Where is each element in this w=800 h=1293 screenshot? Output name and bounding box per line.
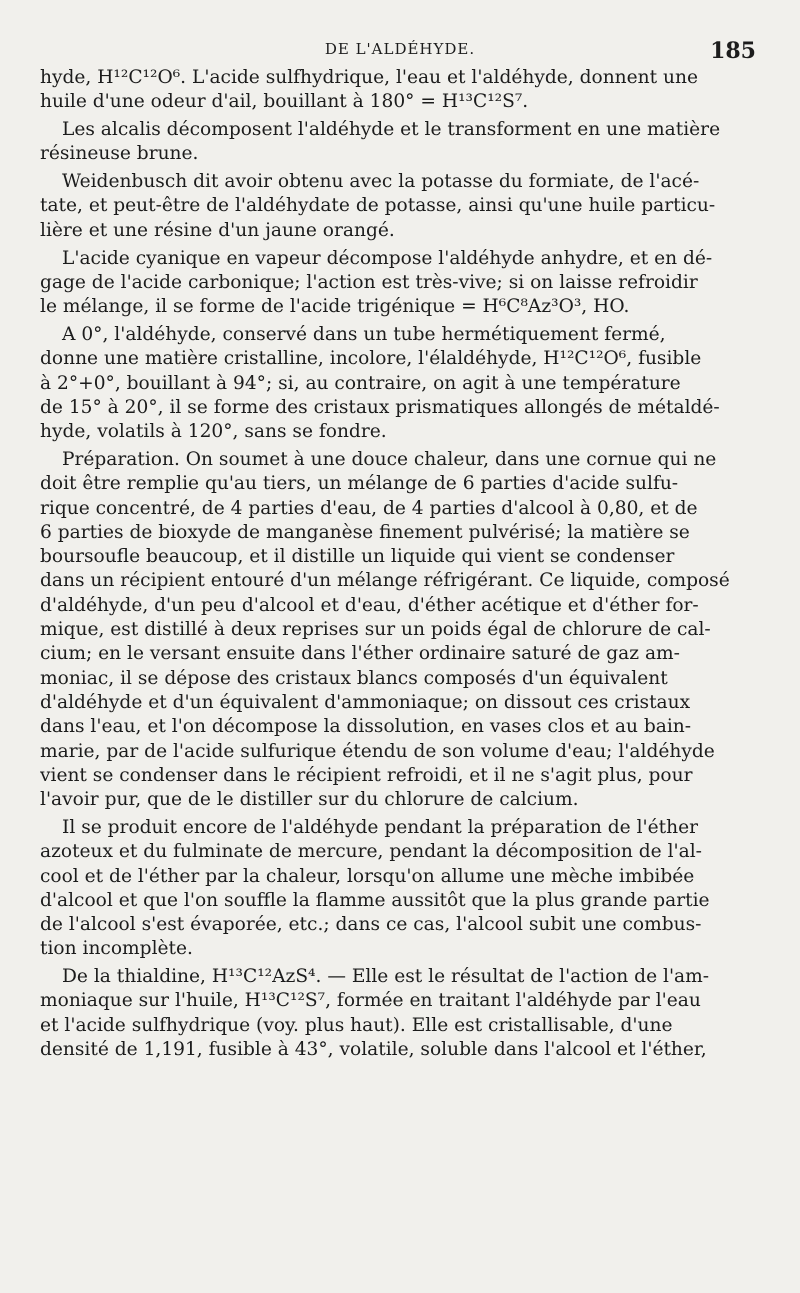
body-text bbox=[40, 66, 760, 1062]
text-line: A 0°, l'aldéhyde, conservé dans un tube hermétiquement fermé, bbox=[62, 323, 666, 345]
text-line: d'aldéhyde et d'un équivalent d'ammoniaque; on dissout ces cristaux bbox=[40, 691, 691, 713]
text-line: Préparation. On soumet à une douce chaleur, dans une cornue qui ne bbox=[62, 448, 717, 470]
text-line: boursoufle beaucoup, et il distille un liquide qui vient se condenser bbox=[40, 546, 675, 568]
text-line: tion incomplète. bbox=[40, 938, 193, 960]
text-line: mique, est distillé à deux reprises sur un poids égal de chlorure de cal- bbox=[40, 619, 711, 641]
text-line: moniaque sur l'huile, H¹³C¹²S⁷, formée en traitant l'aldéhyde par l'eau bbox=[40, 990, 701, 1012]
text-line: marie, par de l'acide sulfurique étendu de son volume d'eau; l'aldéhyde bbox=[40, 740, 715, 762]
text-line: azoteux et du fulminate de mercure, pendant la décomposition de l'al- bbox=[40, 841, 702, 863]
text-line: L'acide cyanique en vapeur décompose l'aldéhyde anhydre, et en dé- bbox=[62, 247, 713, 269]
text-line: d'alcool et que l'on souffle la flamme aussitôt que la plus grande partie bbox=[40, 889, 710, 911]
text-line: l'avoir pur, que de le distiller sur du chlorure de calcium. bbox=[40, 789, 579, 811]
text-line: cium; en le versant ensuite dans l'éther ordinaire saturé de gaz am- bbox=[40, 643, 680, 665]
text-line: Il se produit encore de l'aldéhyde pendant la préparation de l'éther bbox=[62, 816, 698, 838]
text-line: doit être remplie qu'au tiers, un mélange de 6 parties d'acide sulfu- bbox=[40, 473, 679, 495]
text-line: et l'acide sulfhydrique (voy. plus haut). Elle est cristallisable, d'une bbox=[40, 1014, 673, 1036]
text-line: De la thialdine, H¹³C¹²AzS⁴. — Elle est le résultat de l'action de l'am- bbox=[62, 966, 710, 988]
text-line: vient se condenser dans le récipient refroidi, et il ne s'agit plus, pour bbox=[40, 764, 693, 786]
text-line: à 2°+0°, bouillant à 94°; si, au contraire, on agit à une température bbox=[40, 372, 681, 394]
text-line: 6 parties de bioxyde de manganèse finement pulvérisé; la matière se bbox=[40, 521, 690, 543]
text-line: résineuse brune. bbox=[40, 143, 199, 165]
page-number: 185 bbox=[710, 38, 756, 64]
text-line: de 15° à 20°, il se forme des cristaux prismatiques allongés de métaldé- bbox=[40, 396, 720, 418]
text-line: cool et de l'éther par la chaleur, lorsqu'on allume une mèche imbibée bbox=[40, 865, 695, 887]
text-line: donne une matière cristalline, incolore, l'élaldéhyde, H¹²C¹²O⁶, fusible bbox=[40, 348, 702, 370]
page-header bbox=[0, 38, 800, 68]
text-line: de l'alcool s'est évaporée, etc.; dans ce cas, l'alcool subit une combus- bbox=[40, 914, 702, 936]
text-line: densité de 1,191, fusible à 43°, volatile, soluble dans l'alcool et l'éther, bbox=[40, 1039, 707, 1061]
text-line: Weidenbusch dit avoir obtenu avec la potasse du formiate, de l'acé- bbox=[62, 171, 700, 193]
text-line: hyde, H¹²C¹²O⁶. L'acide sulfhydrique, l'eau et l'aldéhyde, donnent une bbox=[40, 67, 698, 88]
running-title: DE L'ALDÉHYDE. bbox=[324, 40, 476, 58]
text-line: dans un récipient entouré d'un mélange réfrigérant. Ce liquide, composé bbox=[40, 570, 730, 592]
text-line: huile d'une odeur d'ail, bouillant à 180° = H¹³C¹²S⁷. bbox=[40, 91, 529, 113]
text-line: hyde, volatils à 120°, sans se fondre. bbox=[40, 421, 387, 443]
text-line: lière et une résine d'un jaune orangé. bbox=[40, 219, 395, 241]
text-line: d'aldéhyde, d'un peu d'alcool et d'eau, d'éther acétique et d'éther for- bbox=[40, 594, 699, 616]
text-line: Les alcalis décomposent l'aldéhyde et le transforment en une matière bbox=[62, 119, 721, 141]
text-line: le mélange, il se forme de l'acide trigénique = H⁶C⁸Az³O³, HO. bbox=[40, 296, 630, 318]
text-line: moniac, il se dépose des cristaux blancs composés d'un équivalent bbox=[40, 667, 668, 689]
text-line: tate, et peut-être de l'aldéhydate de potasse, ainsi qu'une huile particu- bbox=[40, 195, 716, 217]
text-line: gage de l'acide carbonique; l'action est très-vive; si on laisse refroidir bbox=[40, 271, 698, 293]
text-line: rique concentré, de 4 parties d'eau, de 4 parties d'alcool à 0,80, et de bbox=[40, 497, 698, 519]
text-line: dans l'eau, et l'on décompose la dissolution, en vases clos et au bain- bbox=[40, 716, 692, 738]
